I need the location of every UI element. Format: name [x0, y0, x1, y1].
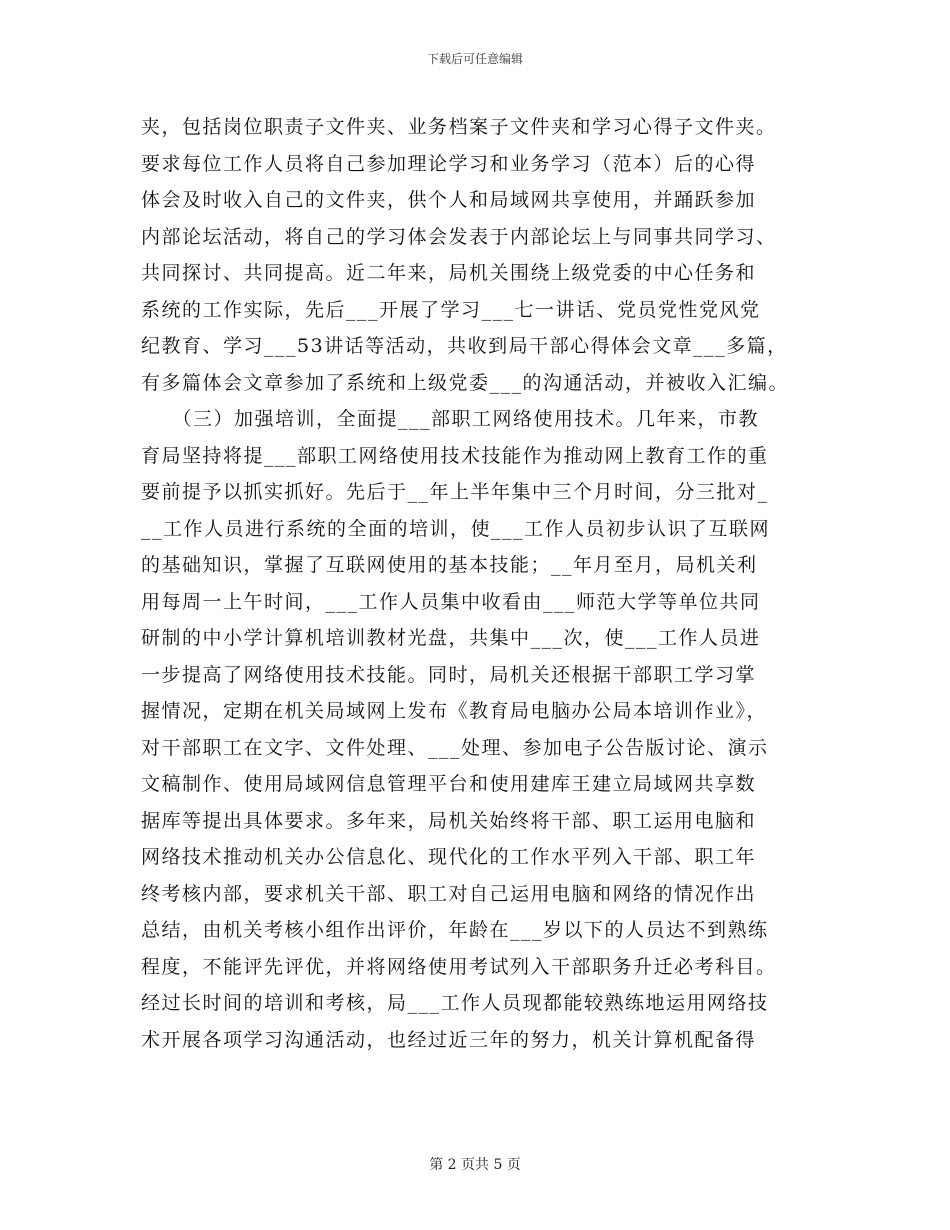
text-line: 总结，由机关考核小组作出评价，年龄在___岁以下的人员达不到熟练 — [141, 919, 769, 941]
text-line: 对干部职工在文字、文件处理、___处理、参加电子公告版讨论、演示 — [141, 736, 769, 759]
page-header: 下载后可任意编辑 — [426, 52, 523, 66]
text-line: 共同探讨、共同提高。近二年来，局机关围绕上级党委的中心任务和 — [141, 262, 757, 284]
text-line: 一步提高了网络使用技术技能。同时，局机关还根据干部职工学习掌 — [141, 663, 757, 686]
text-line: 握情况，定期在机关局域网上发布《教育局电脑办公局本培训作业》， — [141, 700, 768, 722]
document-body — [141, 109, 821, 1058]
text-line: 程度，不能评先评优，并将网络使用考试列入干部职务升迁必考科目。 — [141, 955, 777, 978]
text-line: 经过长时间的培训和考核，局___工作人员现都能较熟练地运用网络技 — [141, 992, 769, 1014]
text-line: 的基础知识，掌握了互联网使用的基本技能；__年月至月，局机关利 — [141, 554, 758, 576]
text-line: 终考核内部，要求机关干部、职工对自己运用电脑和网络的情况作出 — [141, 882, 757, 905]
text-line: 夹，包括岗位职责子文件夹、业务档案子文件夹和学习心得子文件夹。 — [141, 116, 777, 138]
text-line: 纪教育、学习___53讲话等活动，共收到局干部心得体会文章___多篇， — [141, 335, 788, 357]
text-line: 有多篇体会文章参加了系统和上级党委___的沟通活动，并被收入汇编。 — [141, 371, 790, 394]
text-line: 术开展各项学习沟通活动，也经过近三年的努力，机关计算机配备得 — [141, 1028, 757, 1051]
text-line: 育局坚持将提___部职工网络使用技术技能作为推动网上教育工作的重 — [141, 444, 769, 467]
text-line: __工作人员进行系统的全面的培训，使___工作人员初步认识了互联网 — [141, 517, 771, 540]
text-line: （三）加强培训，全面提___部职工网络使用技术。几年来，市教 — [141, 408, 760, 430]
page-footer: 第 2 页共 5 页 — [429, 1157, 521, 1173]
text-line: 据库等提出具体要求。多年来，局机关始终将干部、职工运用电脑和 — [141, 809, 757, 832]
text-line: 内部论坛活动，将自己的学习体会发表于内部论坛上与同事共同学习、 — [141, 225, 777, 248]
text-line: 研制的中小学计算机培训教材光盘，共集中___次，使___工作人员进 — [141, 627, 761, 649]
text-line: 用每周一上午时间，___工作人员集中收看由___师范大学等单位共同 — [141, 590, 761, 613]
text-line: 要前提予以抓实抓好。先后于__年上半年集中三个月时间，分三批对_ — [141, 481, 769, 503]
text-line: 网络技术推动机关办公信息化、现代化的工作水平列入干部、职工年 — [141, 846, 757, 868]
text-line: 要求每位工作人员将自己参加理论学习和业务学习（范本）后的心得 — [141, 152, 757, 175]
text-line: 文稿制作、使用局域网信息管理平台和使用建库王建立局域网共享数 — [141, 773, 757, 795]
text-line: 体会及时收入自己的文件夹，供个人和局域网共享使用，并踊跃参加 — [141, 189, 757, 211]
text-line: 系统的工作实际，先后___开展了学习___七一讲话、党员党性党风党 — [141, 298, 761, 321]
